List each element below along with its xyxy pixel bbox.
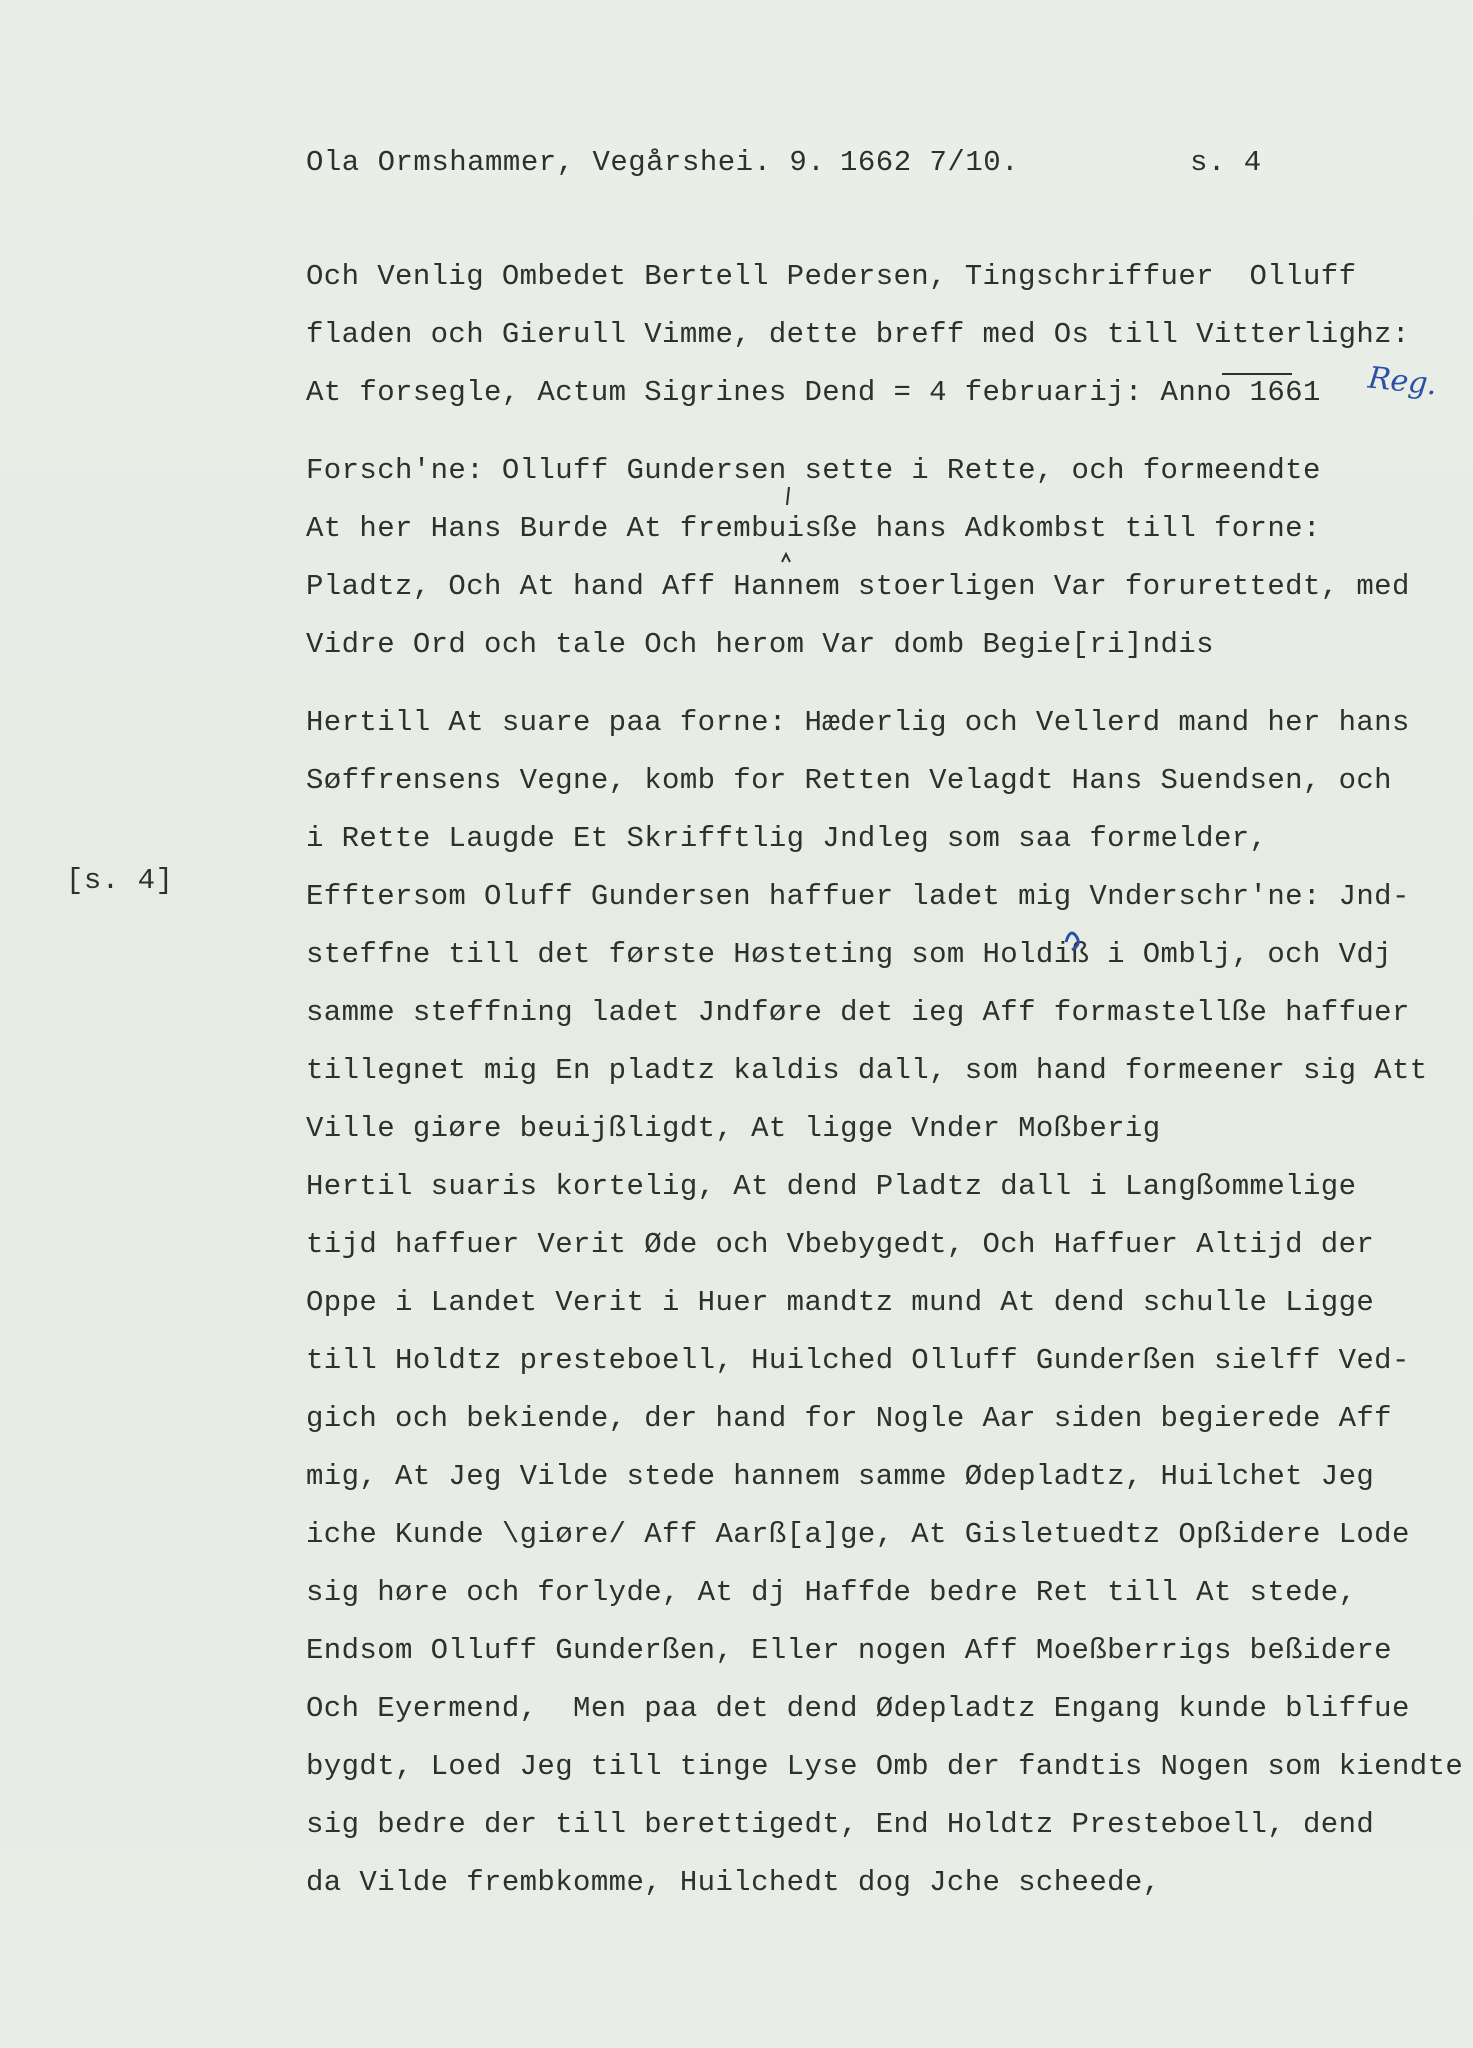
text-line: Forsch'ne: Olluff Gundersen sette i Rette, och formeendte xyxy=(306,454,1321,487)
handwritten-annotation: Reg. xyxy=(1366,360,1439,403)
margin-page-note: [s. 4] xyxy=(66,864,174,897)
text-line: Vidre Ord och tale Och herom Var domb Begie[ri]ndis xyxy=(306,628,1214,661)
text-line: steffne till det første Høsteting som Holdiß i Omblj, och Vdj xyxy=(306,938,1392,971)
text-line: Pladtz, Och At hand Aff Hannem stoerligen Var forurettedt, med xyxy=(306,570,1410,603)
text-line: da Vilde frembkomme, Huilchedt dog Jche scheede, xyxy=(306,1866,1161,1899)
text-line: At her Hans Burde At frembuisße hans Adkombst till forne: xyxy=(306,512,1321,545)
text-line: Och Eyermend, Men paa det dend Ødepladtz Engang kunde bliffue xyxy=(306,1692,1410,1725)
text-line: sig bedre der till berettigedt, End Holdtz Presteboell, dend xyxy=(306,1808,1375,1841)
text-line: tillegnet mig En pladtz kaldis dall, som hand formeener sig Att xyxy=(306,1054,1428,1087)
text-line: fladen och Gierull Vimme, dette breff med Os till Vitterlighz: xyxy=(306,318,1410,351)
text-line: sig høre och forlyde, At dj Haffde bedre Ret till At stede, xyxy=(306,1576,1357,1609)
transcription-body xyxy=(306,248,1464,1912)
text-line: Ville giøre beuijßligdt, At ligge Vnder Moßberig xyxy=(306,1112,1161,1145)
text-line: Och Venlig Ombedet Bertell Pedersen, Tingschriffuer Olluff xyxy=(306,260,1357,293)
text-line: i Rette Laugde Et Skrifftlig Jndleg som saa formelder, xyxy=(306,822,1268,855)
text-line: Endsom Olluff Gunderßen, Eller nogen Aff Moeßberrigs beßidere xyxy=(306,1634,1392,1667)
text-line: iche Kunde \giøre/ Aff Aarß[a]ge, At Gisletuedtz Opßidere Lode xyxy=(306,1518,1410,1551)
text-line: Oppe i Landet Verit i Huer mandtz mund At dend schulle Ligge xyxy=(306,1286,1375,1319)
text-line: Søffrensens Vegne, komb for Retten Velagdt Hans Suendsen, och xyxy=(306,764,1392,797)
text-line: At forsegle, Actum Sigrines Dend = 4 februarij: Anno 1661 xyxy=(306,376,1321,409)
text-line: gich och bekiende, der hand for Nogle Aar siden begierede Aff xyxy=(306,1402,1392,1435)
text-line: Efftersom Oluff Gundersen haffuer ladet mig Vnderschr'ne: Jnd- xyxy=(306,880,1410,913)
header-source: Ola Ormshammer, Vegårshei. 9. xyxy=(306,146,826,179)
header-date: 1662 7/10. xyxy=(840,146,1020,179)
text-line: mig, At Jeg Vilde stede hannem samme Ødepladtz, Huilchet Jeg xyxy=(306,1460,1375,1493)
text-line: samme steffning ladet Jndføre det ieg Aff formastellße haffuer xyxy=(306,996,1410,1029)
text-line: Hertill At suare paa forne: Hæderlig och Vellerd mand her hans xyxy=(306,706,1410,739)
header-page-number: s. 4 xyxy=(1190,146,1262,179)
text-line: till Holdtz presteboell, Huilched Olluff Gunderßen sielff Ved- xyxy=(306,1344,1410,1377)
text-line: bygdt, Loed Jeg till tinge Lyse Omb der fandtis Nogen som kiendte xyxy=(306,1750,1464,1783)
text-line: tijd haffuer Verit Øde och Vbebygedt, Och Haffuer Altijd der xyxy=(306,1228,1375,1261)
text-line: Hertil suaris kortelig, At dend Pladtz dall i Langßommelige xyxy=(306,1170,1357,1203)
